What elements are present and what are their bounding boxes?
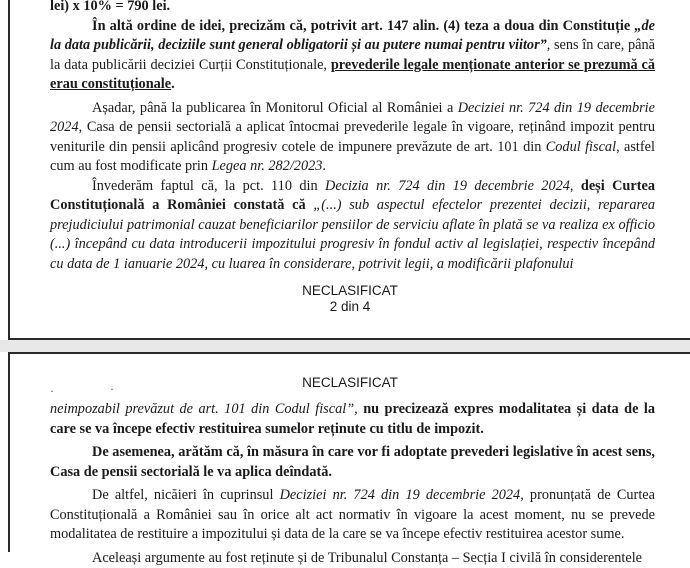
paragraph-text: , pronunțată de Curtea Constituțională a României sau în orice alt act normativ în vigoare la acest moment, nu se prevede modalitatea de restituire a impozitului și data de la care se va începe efectiv restituirea acestor sume.	[50, 487, 655, 542]
paragraph-tribunal	[50, 549, 655, 568]
page-separator	[0, 340, 690, 352]
fiscal-code-reference: Codul fiscal	[275, 401, 346, 417]
classification-label: NECLASIFICAT	[10, 375, 690, 390]
decision-reference: Deciziei nr. 724 din 19 decembrie 2024	[280, 487, 521, 503]
paragraph-text: Așadar, până la publicarea în Monitorul Oficial al României a	[92, 100, 458, 116]
continued-quote: neimpozabil prevăzut de art. 101 din	[50, 401, 275, 417]
paragraph-text-bold: .	[171, 76, 175, 92]
decision-quote: „(...) sub aspectul efectelor prezentei decizii, repararea prejudiciului patrimonial cauzat beneficiarilor pensiilor de serviciu aflate în plată se va realiza ex officio (...) începând cu data introducerii impozitului progresiv în fondul activ al legislației, respectiv începând cu data de 1 ianuarie 2024, cu luarea în considerare, potrivit legii, a modificării plafonului	[50, 197, 655, 272]
quote-close: ”,	[346, 401, 363, 417]
paragraph-publication	[50, 99, 655, 177]
paragraph-text: , Casa de pensii sectorială a aplicat întocmai prevederile legale în vigoare, reținând impozit pentru veniturile din pensii aplicând progresiv cotele de impunere prevăzute de art. 101 din	[50, 119, 655, 155]
paragraph-text-bold: În altă ordine de idei, precizăm că, potrivit art. 147 alin. (4) teza a doua din Constituție	[92, 18, 630, 34]
paragraph-constitution	[50, 17, 655, 95]
document-page-3	[8, 352, 690, 552]
law-reference: Legea nr. 282/2023	[212, 158, 323, 174]
paragraph-text-bold: De asemenea, arătăm că, în măsura în care vor fi adoptate prevederi legislative în acest sens, Casa de pensii sectorială le va aplica deîndată.	[50, 444, 655, 480]
underlined-statement: prevederile legale menționate anterior se prezumă că erau constituționale	[50, 57, 655, 93]
paragraph-text: , sens în care, până la data publicării deciziei Curții Constituționale,	[50, 37, 655, 73]
paragraph-text: Aceleași argumente au fost reținute și de Tribunalul Constanța – Secția I civilă în considerentele	[92, 550, 642, 566]
paragraph-legislative	[50, 443, 655, 482]
document-page-2	[8, 0, 690, 340]
scan-mark: ·	[110, 382, 114, 397]
paragraph-text: De altfel, nicăieri în cuprinsul	[92, 487, 280, 503]
constitution-quote: „de la data publicării, deciziile sunt general obligatorii și au putere numai pentru viitor”	[50, 18, 655, 54]
court-finding-bold: nu precizează expres modalitatea și data de la care se va începe efectiv restituirea sumelor reținute cu titlu de impozit.	[50, 401, 655, 437]
calculation-result: lei) x 10% = 790 lei.	[50, 0, 170, 14]
page-3-body	[50, 400, 655, 568]
court-finding-bold: deși Curtea Constituțională a României constată că	[50, 178, 655, 214]
paragraph-text: .	[322, 158, 326, 174]
paragraph-point-110	[50, 177, 655, 275]
decision-reference: Deciziei nr. 724 din 19 decembrie 2024	[50, 100, 655, 136]
calculation-line	[50, 0, 655, 17]
paragraph-text: , astfel cum au fost modificate prin	[50, 139, 655, 175]
paragraph-text: Învederăm faptul că, la pct. 110 din	[92, 178, 325, 194]
page-number: 2 din 4	[10, 299, 690, 315]
page-footer	[10, 283, 690, 315]
paragraph-restitution	[50, 486, 655, 545]
paragraph-text: ,	[570, 178, 581, 194]
paragraph-continuation	[50, 400, 655, 439]
page-2-body	[50, 0, 655, 274]
decision-reference: Decizia nr. 724 din 19 decembrie 2024	[325, 178, 570, 194]
classification-label: NECLASIFICAT	[10, 283, 690, 299]
fiscal-code-reference: Codul fiscal	[546, 139, 616, 155]
scan-mark: ·	[50, 384, 54, 399]
